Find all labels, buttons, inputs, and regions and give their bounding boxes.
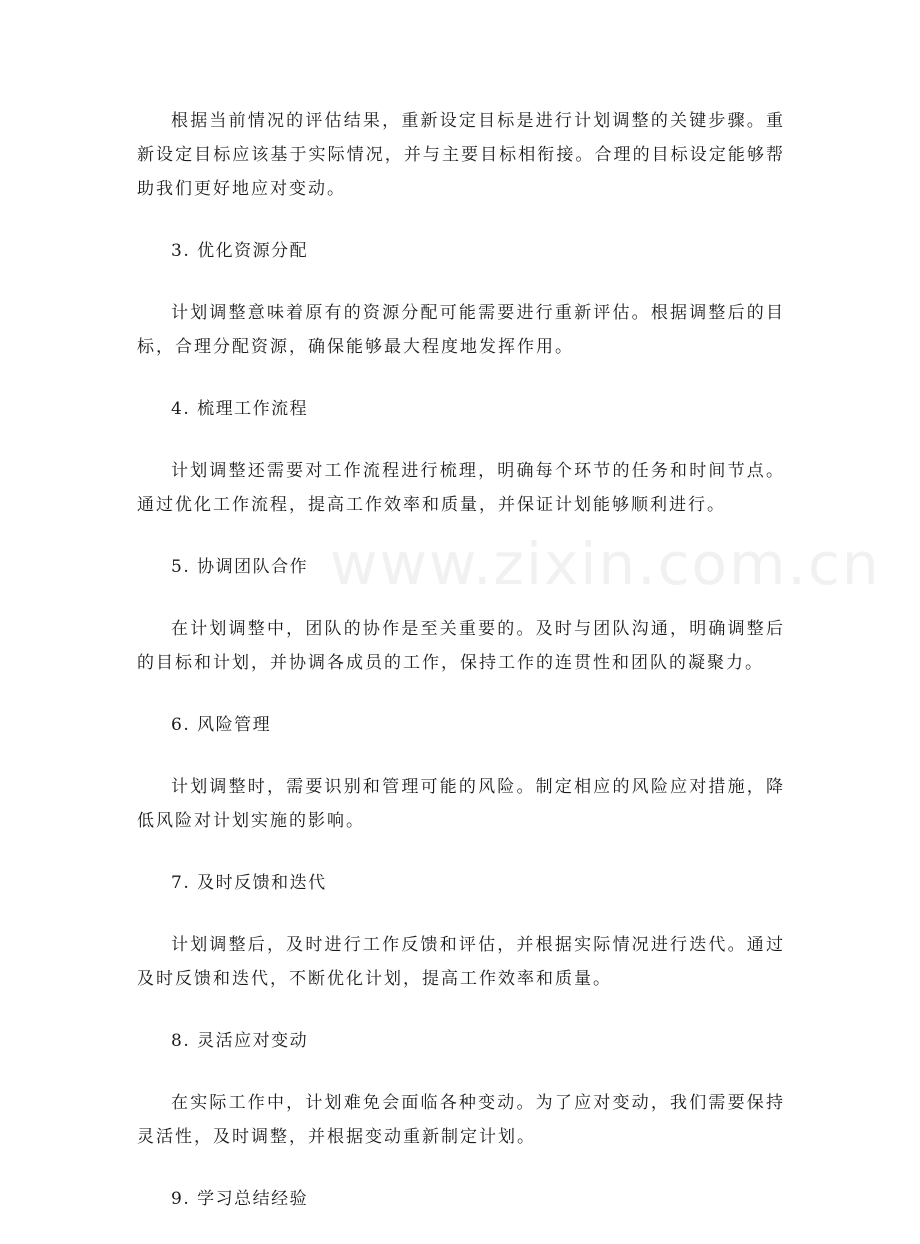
paragraph-resource-allocation: 计划调整意味着原有的资源分配可能需要进行重新评估。根据调整后的目标，合理分配资源，确保能够最大程度地发挥作用。 — [137, 303, 785, 357]
heading-3-optimize-resources: 3. 优化资源分配 — [171, 241, 309, 261]
paragraph-workflow: 计划调整还需要对工作流程进行梳理，明确每个环节的任务和时间节点。通过优化工作流程，提高工作效率和质量，并保证计划能够顺利进行。 — [137, 461, 785, 515]
heading-7-feedback-iteration: 7. 及时反馈和迭代 — [171, 873, 327, 893]
heading-6-risk-management: 6. 风险管理 — [171, 715, 272, 735]
heading-9-learn-summarize: 9. 学习总结经验 — [171, 1189, 309, 1209]
document-body — [137, 104, 785, 1244]
paragraph-risk-management: 计划调整时，需要识别和管理可能的风险。制定相应的风险应对措施，降低风险对计划实施的影响。 — [137, 777, 785, 831]
heading-5-team-collaboration: 5. 协调团队合作 — [171, 557, 309, 577]
paragraph-feedback-iteration: 计划调整后，及时进行工作反馈和评估，并根据实际情况进行迭代。通过及时反馈和迭代，不断优化计划，提高工作效率和质量。 — [137, 935, 785, 989]
paragraph-flexible-response: 在实际工作中，计划难免会面临各种变动。为了应对变动，我们需要保持灵活性，及时调整，并根据变动重新制定计划。 — [137, 1093, 785, 1147]
paragraph-team-collaboration: 在计划调整中，团队的协作是至关重要的。及时与团队沟通，明确调整后的目标和计划，并协调各成员的工作，保持工作的连贯性和团队的凝聚力。 — [137, 619, 785, 673]
paragraph-goal-reset: 根据当前情况的评估结果，重新设定目标是进行计划调整的关键步骤。重新设定目标应该基于实际情况，并与主要目标相衔接。合理的目标设定能够帮助我们更好地应对变动。 — [137, 111, 785, 199]
heading-4-workflow: 4. 梳理工作流程 — [171, 399, 309, 419]
watermark-text: www.zixin.com.cn — [330, 530, 881, 598]
heading-8-flexible-response: 8. 灵活应对变动 — [171, 1031, 309, 1051]
